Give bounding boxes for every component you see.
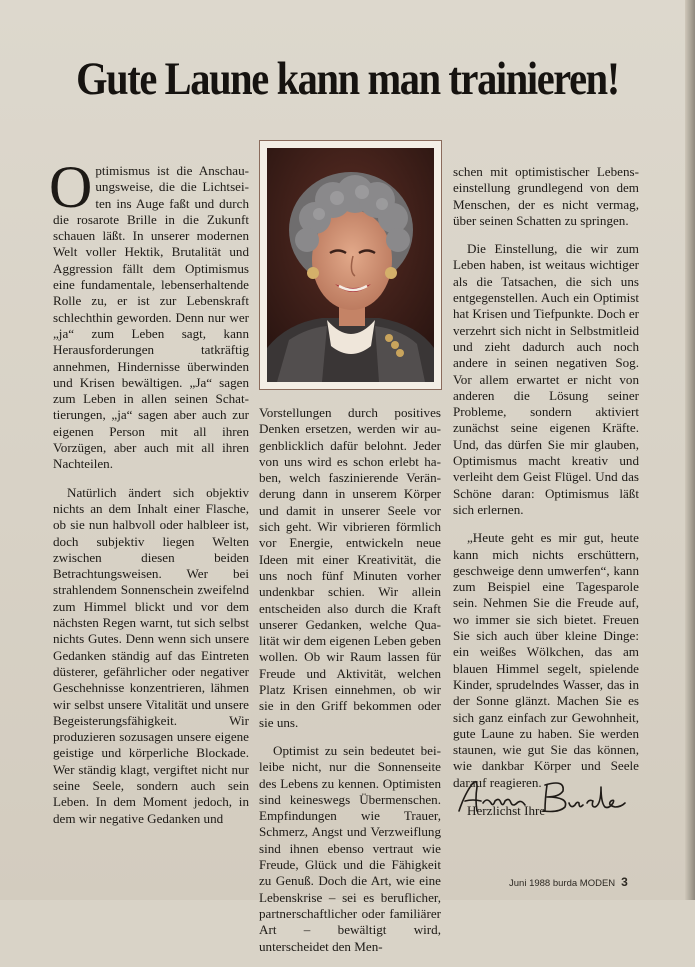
column3-paragraph-1: schen mit optimistischer Lebenseinstellung grundlegend von dem Menschen, der es nicht vermag, über seinen Schatten zu springen. [453, 164, 639, 228]
portrait-photo [267, 148, 434, 382]
column3-paragraph-2: Die Einstellung, die wir zum Leben haben, ist weitaus wichtiger als die Tatsachen, die sich uns entgegenstellen. Auch ein Optimist hat Krisen und Tiefpunkte. Doch er verzehrt sich nicht in Selbstmitleid und zieht dadurch auch noch andere in seinen negativen Sog. Vor allem erwartet er nicht von anderen die Lösung seiner Probleme, sondern aktiviert zunächst seine eigenen Kräfte. Und, das dürfen Sie mir glauben, Optimismus macht kreativ und verleiht dem Geist Flügel. Und das Schöne daran: Optimismus läßt sich erlernen. [453, 241, 639, 517]
column3-paragraph-3: „Heute geht es mir gut, heute kann mich nichts erschüttern, geschweige denn umwerfen“, kann zum Beispiel eine Tagesparole sein. Nehmen Sie die Freude auf, wo immer sie sich bietet. Freuen Sie sich auch über kleine Dinge: ein weißes Wölkchen, das am blauen Himmel segelt, spielende Kinder, sprudelndes Wasser, das in der Sonne glänzt. Machen Sie es sich ganz einfach zur Gewohnheit, gute Laune zu haben. Sie werden staunen, wie gut Sie das können, wie dankbar Körper und Seele darauf reagieren. [453, 530, 639, 790]
page-title: Gute Laune kann man trainieren! [76, 53, 619, 105]
text-column-1 [49, 154, 249, 839]
text-column-3 [453, 164, 639, 831]
portrait-photo-frame [259, 140, 442, 390]
portrait-illustration [267, 148, 434, 382]
column2-paragraph-1: Vorstellungen durch positives Denken ersetzen, werden wir augenblicklich dafür belohnt. Jeder von uns wird es schon erlebt haben, welch faszinierende Veränderung dann in unserem Körper und damit in unserer Seele vor sich geht. Wir vibrieren förmlich vor Energie, entwickeln neue Ideen mit einer Kreativität, die uns noch fünf Minuten vorher undenkbar schien. Wir allein entscheiden also durch die Kraft unserer Gedanken, welche Qualität wir dem eigenen Leben geben wollen. Ob wir Raum lassen für Freude und Aktivität, welchen Platz Krisen einnehmen, ob wir sie in den Griff bekommen oder sie uns. [259, 405, 441, 730]
handwritten-signature [455, 773, 630, 821]
page-number: 3 [621, 875, 628, 889]
page-binding-edge [685, 0, 695, 900]
column1-paragraph-1 [49, 154, 249, 473]
column1-paragraph-2: Natürlich ändert sich objektiv nichts an dem Inhalt einer Flasche, ob sie nun halbvoll oder halbleer ist, doch subjektiv liegen Welten zwischen diesen beiden Betrachtungsweisen. Wer bei strahlendem Sonnenschein zweifelnd zum Himmel blickt und vor dem nächsten Regen warnt, tut sich selbst nichts Gutes. Denn wenn sich unsere Gedanken ständig auf das Eintreten düsterer, gefährlicher oder negativer Geschehnisse konzentrieren, lähmen wir selbst unsere Vitalität und unsere Begeisterungsfähigkeit. Wir produzieren sozusagen unsere eigene geistige und körperliche Blockade. Wer ständig klagt, vergiftet nicht nur seine Seele, sondern auch sein Leben. In dem Moment jedoch, in dem wir negative Gedanken und [53, 484, 249, 826]
column2-paragraph-2: Optimist zu sein bedeutet beileibe nicht, nur die Sonnenseite des Lebens zu kennen. Optimisten sind keineswegs Übermenschen. Empfindungen wie Trauer, Schmerz, Angst und Verzweiflung sind ihnen ebenso vertraut wie Freude, Glück und die Fähigkeit zu Genuß. Doch die Art, wie eine Lebenskrise – sei es beruflicher, partnerschaftlicher oder familiärer Art – bewältigt wird, unterscheidet den Men- [259, 742, 441, 954]
closing-salutation: Herzlichst Ihre [467, 802, 546, 818]
dropcap-letter: O [49, 154, 93, 220]
column1-paragraph-1-text: ptimismus ist die Anschauungsweise, die die Lichtseiten ins Auge faßt und durch die rosarote Brille in die Zukunft schauen läßt. In unserer modernen Welt voller Hektik, Brutalität und Aggression fällt dem Optimismus eine fundamentale, lebenserhaltende Rolle zu, er ist zur Lebenskraft schlechthin geworden. Denn nur wer „ja“ zum Leben sagt, kann Herausforderungen tatkräftig annehmen, Hindernisse überwinden und Krisen bewältigen. „Ja“ sagen zum Leben in allen seinen Schattierungen, „ja“ sagen aber auch zur eigenen Person mit all ihren Vorzügen, aber auch mit all ihren Nachteilen. [53, 163, 249, 472]
text-column-2 [259, 405, 441, 967]
issue-info: Juni 1988 burda MODEN [509, 878, 616, 889]
page-footer [509, 875, 628, 889]
